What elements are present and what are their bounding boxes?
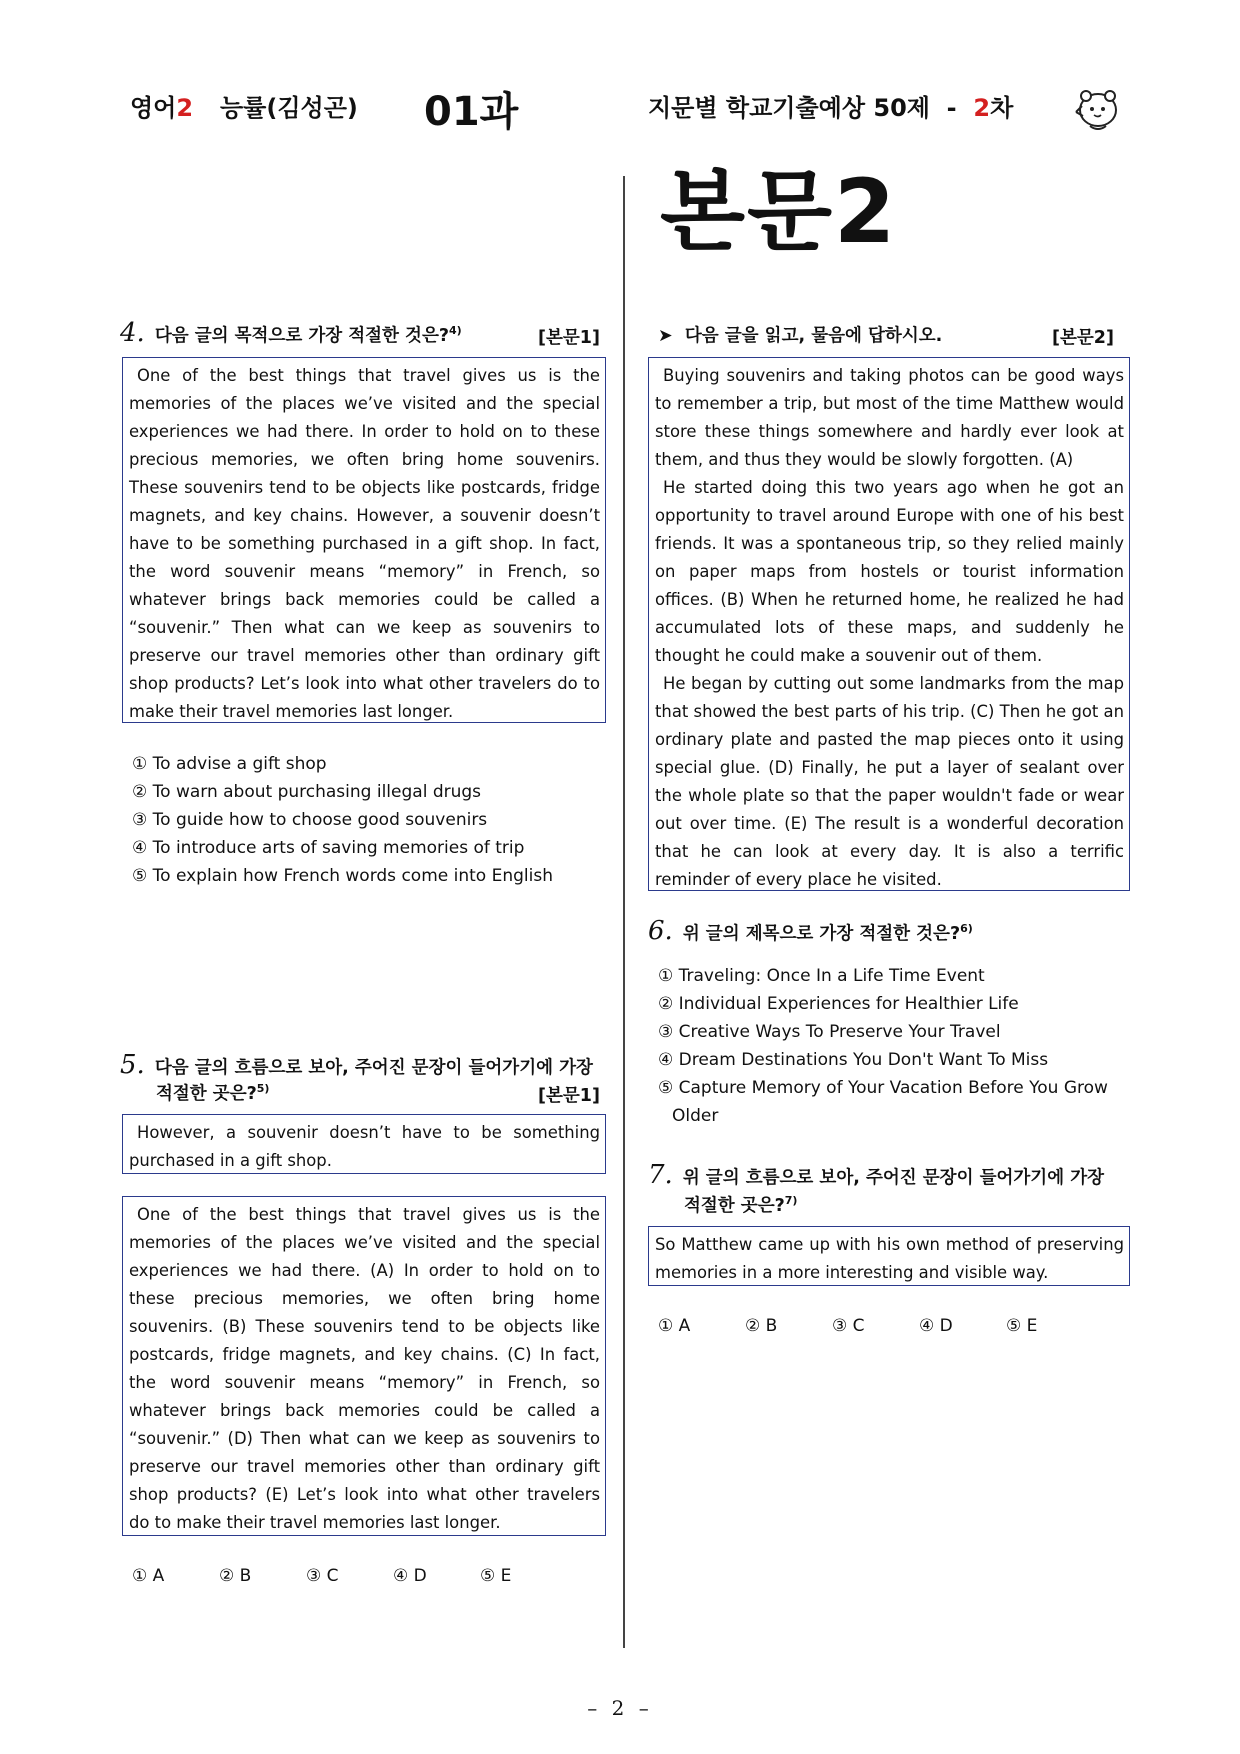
question-7-heading-line2: 적절한 곳은?$^{7)}$	[684, 1194, 798, 1216]
question-4-passage: One of the best things that travel gives us is the memories of the places we’ve visited and the special experiences we had there. In order to hold on to these precious memories, we often bring home souvenirs. These souvenirs tend to be objects like postcards, fridge magnets, and key chains. However, a souvenir doesn’t have to be something purchased in a gift shop. In fact, the word souvenir means “memory” in French, so whatever brings back memories could be called a “souvenir.” Then what can we keep as souvenirs to preserve our travel memories other than ordinary gift shop products? Let’s look into what other travelers do to make their travel memories last longer.	[122, 357, 606, 723]
subject-label: 영어2	[130, 94, 194, 122]
question-6-heading: 6. 위 글의 제목으로 가장 적절한 것은?$^{6)}$	[648, 916, 973, 946]
choice-5[interactable]: ⑤ Capture Memory of Your Vacation Before You Grow	[658, 1078, 1108, 1098]
choice-3[interactable]: ③ To guide how to choose good souvenirs	[132, 810, 488, 830]
passage-paragraph-2: He started doing this two years ago when he got an opportunity to travel around Europe with one of his best friends. It was a spontaneous trip, so they relied mainly on paper maps from hostels or tourist information offices. (B) When he returned home, he realized he had accumulated lots of these maps, and suddenly he thought he could make a souvenir out of them.	[655, 478, 1124, 665]
reading-passage	[648, 357, 1130, 891]
choice-c[interactable]: ③ C	[832, 1316, 865, 1336]
choice-b[interactable]: ② B	[219, 1566, 252, 1586]
choice-d[interactable]: ④ D	[393, 1566, 427, 1586]
arrow-icon: ➤	[658, 326, 673, 346]
section-title: 본문2	[660, 160, 898, 263]
question-7-number: 7.	[648, 1160, 673, 1190]
choice-c[interactable]: ③ C	[306, 1566, 339, 1586]
choice-a[interactable]: ① A	[658, 1316, 691, 1336]
question-4-heading: 4. 다음 글의 목적으로 가장 적절한 것은?$^{4)}$	[120, 318, 462, 348]
choice-e[interactable]: ⑤ E	[1006, 1316, 1038, 1336]
question-5-choices	[132, 1562, 567, 1590]
question-6-number: 6.	[648, 916, 673, 946]
reading-tag: [본문2]	[1052, 328, 1114, 348]
choice-5-continued: Older	[672, 1106, 719, 1126]
question-7-choices	[658, 1312, 1093, 1340]
question-5-heading-line2: 적절한 곳은?$^{5)}$	[156, 1082, 270, 1104]
passage-paragraph-3: He began by cutting out some landmarks from the map that showed the best parts of his trip. (C) Then he got an ordinary plate and pasted the map pieces onto it using special glue. (D) Finally, he put a layer of sealant over the whole plate so that the paper wouldn't fade or wear out over time. (E) The result is a wonderful decoration that he can look at every day. It is also a terrific reminder of every place he visited.	[655, 674, 1124, 889]
lesson-label: 01과	[424, 89, 519, 135]
publisher-label: 능률(김성곤)	[220, 94, 358, 122]
question-5-heading: 5. 다음 글의 흐름으로 보아, 주어진 문장이 들어가기에 가장	[120, 1050, 593, 1080]
column-divider	[623, 176, 625, 1648]
question-7-heading: 7. 위 글의 흐름으로 보아, 주어진 문장이 들어가기에 가장	[648, 1160, 1105, 1190]
question-6-choices	[658, 962, 1126, 1130]
choice-4[interactable]: ④ To introduce arts of saving memories of trip	[132, 838, 525, 858]
question-5-number: 5.	[120, 1050, 145, 1080]
choice-3[interactable]: ③ Creative Ways To Preserve Your Travel	[658, 1022, 1001, 1042]
reading-instruction: ➤ 다음 글을 읽고, 물음에 답하시오.	[658, 326, 943, 346]
page-number: – 2 –	[587, 1696, 653, 1720]
question-4-number: 4.	[120, 318, 145, 348]
question-4-tag: [본문1]	[538, 328, 600, 348]
choice-1[interactable]: ① To advise a gift shop	[132, 754, 327, 774]
question-7-given-sentence: So Matthew came up with his own method of preserving memories in a more interesting and visible way.	[648, 1226, 1130, 1286]
choice-b[interactable]: ② B	[745, 1316, 778, 1336]
choice-2[interactable]: ② Individual Experiences for Healthier Life	[658, 994, 1019, 1014]
choice-e[interactable]: ⑤ E	[480, 1566, 512, 1586]
series-label: 지문별 학교기출예상 50제 - 2차	[648, 94, 1014, 122]
smiling-bear-mascot-icon	[1072, 86, 1120, 138]
choice-d[interactable]: ④ D	[919, 1316, 953, 1336]
question-5-passage: One of the best things that travel gives us is the memories of the places we’ve visited and the special experiences we had there. (A) In order to hold on to these precious memories, we often bring home souvenirs. (B) These souvenirs tend to be objects like postcards, fridge magnets, and key chains. (C) In fact, the word souvenir means “memory” in French, so whatever brings back memories could be called a “souvenir.” (D) Then what can we keep as souvenirs to preserve our travel memories other than ordinary gift shop products? (E) Let’s look into what other travelers do to make their travel memories last longer.	[122, 1196, 606, 1536]
question-5-tag: [본문1]	[538, 1086, 600, 1106]
choice-a[interactable]: ① A	[132, 1566, 165, 1586]
choice-1[interactable]: ① Traveling: Once In a Life Time Event	[658, 966, 985, 986]
question-4-choices	[132, 750, 553, 890]
choice-4[interactable]: ④ Dream Destinations You Don't Want To Miss	[658, 1050, 1049, 1070]
question-5-given-sentence: However, a souvenir doesn’t have to be something purchased in a gift shop.	[122, 1114, 606, 1174]
choice-2[interactable]: ② To warn about purchasing illegal drugs	[132, 782, 482, 802]
choice-5[interactable]: ⑤ To explain how French words come into English	[132, 866, 553, 886]
passage-paragraph-1: Buying souvenirs and taking photos can be good ways to remember a trip, but most of the time Matthew would store these things somewhere and hardly ever look at them, and thus they would be slowly forgotten. (A)	[655, 366, 1124, 469]
